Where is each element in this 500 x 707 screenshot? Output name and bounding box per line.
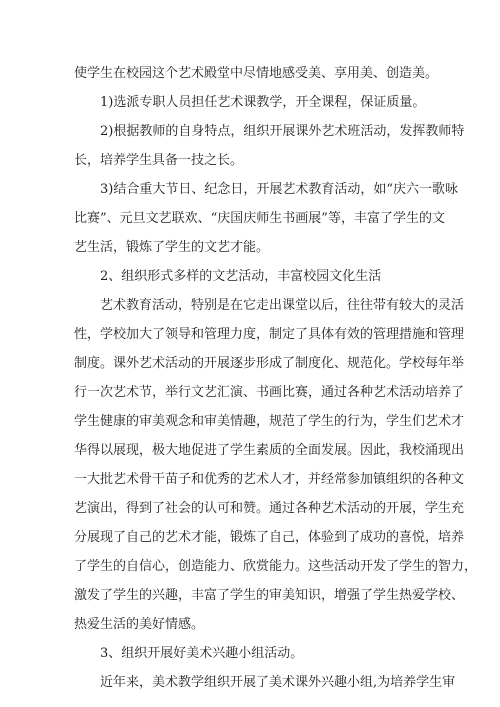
section-heading: 2、组织形式多样的文艺活动，丰富校园文化生活: [100, 269, 382, 284]
paragraph-line: 热爱生活的美好情感。: [74, 617, 205, 632]
text-line: 长，培养学生具备一技之长。: [74, 153, 244, 168]
paragraph-line: 行一次艺术节，举行文艺汇演、书画比赛，通过各种艺术活动培养了: [74, 385, 465, 400]
text-line: 比赛”、元旦文艺联欢、“庆国庆师生书画展”等，丰富了学生的文: [74, 211, 445, 226]
section-heading: 3、组织开展好美术兴趣小组活动。: [100, 646, 304, 661]
list-item-1: 1)选派专职人员担任艺术课教学，开全课程，保证质量。: [100, 95, 426, 110]
paragraph-line: 华得以展现，极大地促进了学生素质的全面发展。因此，我校涌现出: [74, 443, 465, 458]
paragraph-line: 一大批艺术骨干苗子和优秀的艺术人才，并经常参加镇组织的各种文: [74, 472, 465, 487]
list-item-3: 3)结合重大节日、纪念日，开展艺术教育活动，如“庆六一歌咏: [100, 182, 458, 197]
paragraph-line: 分展现了自己的艺术才能，锻炼了自己，体验到了成功的喜悦，培养: [74, 530, 465, 545]
paragraph-line: 了学生的自信心，创造能力、欣赏能力。这些活动开发了学生的智力，: [74, 559, 478, 574]
paragraph-line: 激发了学生的兴趣，丰富了学生的审美知识，增强了学生热爱学校、: [74, 588, 465, 603]
paragraph-line: 近年来，美术教学组织开展了美术课外兴趣小组,为培养学生审: [100, 675, 456, 690]
paragraph-line: 性，学校加大了领导和管理力度，制定了具体有效的管理措施和管理: [74, 327, 465, 342]
list-item-2: 2)根据教师的自身特点，组织开展课外艺术班活动，发挥教师特: [100, 124, 465, 139]
paragraph-line: 学生健康的审美观念和审美情趣，规范了学生的行为，学生们艺术才: [74, 414, 465, 429]
paragraph-line: 艺术教育活动，特别是在它走出课堂以后，往往带有较大的灵活: [100, 298, 465, 313]
paragraph-line: 艺演出，得到了社会的认可和赞。通过各种艺术活动的开展，学生充: [74, 501, 465, 516]
text-line: 使学生在校园这个艺术殿堂中尽情地感受美、享用美、创造美。: [74, 66, 439, 81]
text-line: 艺生活，锻炼了学生的文艺才能。: [74, 240, 270, 255]
paragraph-line: 制度。课外艺术活动的开展逐步形成了制度化、规范化。学校每年举: [74, 356, 465, 371]
